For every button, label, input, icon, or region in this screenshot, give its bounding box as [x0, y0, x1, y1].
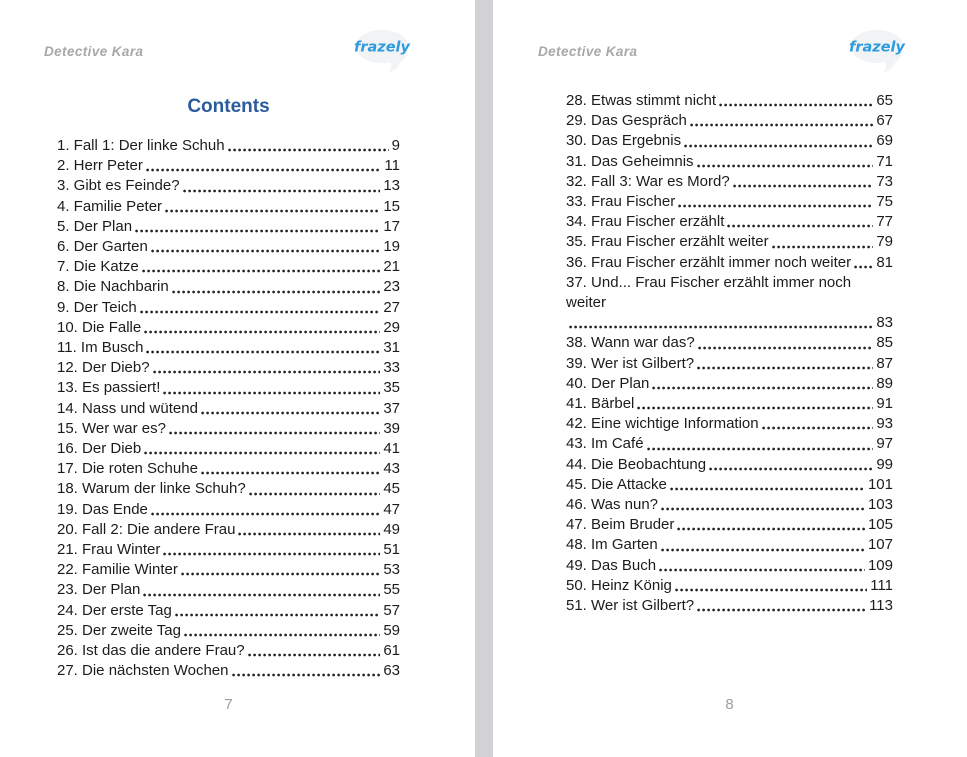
- toc-entry-title: 35. Frau Fischer erzählt weiter: [566, 233, 769, 251]
- toc-entry-title: 9. Der Teich: [57, 298, 137, 316]
- toc-entry[interactable]: [57, 197, 400, 217]
- toc-entry[interactable]: [566, 394, 893, 414]
- toc-entry-page-number: 37: [383, 399, 400, 417]
- toc-entry[interactable]: [57, 378, 400, 398]
- toc-entry-title: 4. Familie Peter: [57, 197, 163, 215]
- toc-entry-page-number: 109: [867, 556, 893, 574]
- toc-entry-page-number: 113: [869, 597, 893, 615]
- toc-leader-dots: [153, 370, 381, 374]
- toc-entry[interactable]: [57, 318, 400, 338]
- toc-leader-dots: [238, 532, 380, 536]
- toc-entry-title: 27. Die nächsten Wochen: [57, 662, 229, 680]
- toc-leader-dots: [163, 391, 380, 395]
- toc-leader-dots: [184, 633, 380, 637]
- toc-entry-title: 36. Frau Fischer erzählt immer noch weiter: [566, 253, 852, 271]
- toc-leader-dots: [172, 290, 381, 294]
- toc-entry[interactable]: [57, 338, 400, 358]
- toc-entry-title: 26. Ist das die andere Frau?: [57, 642, 245, 660]
- toc-leader-dots: [169, 431, 380, 435]
- toc-entry[interactable]: [57, 217, 400, 237]
- toc-entry-title: 13. Es passiert!: [57, 379, 161, 397]
- toc-leader-dots: [151, 249, 380, 253]
- toc-entry[interactable]: [566, 232, 893, 252]
- toc-entry[interactable]: [566, 374, 893, 394]
- toc-entry-title: 25. Der zweite Tag: [57, 621, 181, 639]
- toc-entry[interactable]: [566, 354, 893, 374]
- toc-entry-page-number: 67: [876, 112, 893, 130]
- toc-entry-title: 40. Der Plan: [566, 374, 650, 392]
- toc-entry[interactable]: [57, 419, 400, 439]
- frazely-logo-icon: [848, 27, 906, 75]
- toc-entry-page-number: 17: [383, 217, 400, 235]
- toc-entry-page-number: 63: [383, 662, 400, 680]
- toc-leader-dots: [727, 224, 873, 228]
- toc-entry-page-number: 77: [876, 213, 893, 231]
- toc-entry-page-number: 59: [383, 621, 400, 639]
- toc-entry-title: 6. Der Garten: [57, 238, 148, 256]
- toc-entry[interactable]: [566, 152, 893, 172]
- toc-list-left: [57, 136, 400, 681]
- toc-entry[interactable]: [566, 596, 893, 616]
- toc-leader-dots: [675, 588, 867, 592]
- toc-leader-dots: [670, 487, 865, 491]
- toc-entry-page-number: 111: [870, 576, 893, 594]
- toc-entry[interactable]: [566, 495, 893, 515]
- toc-entry[interactable]: [57, 136, 400, 156]
- toc-entry-page-number: 81: [876, 253, 893, 271]
- toc-entry-page-number: 91: [876, 395, 893, 413]
- toc-entry[interactable]: [566, 91, 893, 111]
- toc-entry-page-number: 41: [383, 440, 400, 458]
- toc-entry-title: 37. Und... Frau Fischer erzählt immer noch weiter: [566, 273, 852, 312]
- toc-entry-page-number: 43: [383, 460, 400, 478]
- toc-entry[interactable]: [57, 621, 400, 641]
- toc-entry-page-number: 55: [383, 581, 400, 599]
- toc-entry[interactable]: [57, 641, 400, 661]
- toc-entry-page-number: 87: [876, 354, 893, 372]
- toc-list-right: [566, 91, 893, 616]
- toc-entry-page-number: 47: [383, 500, 400, 518]
- toc-entry[interactable]: [566, 253, 893, 273]
- toc-leader-dots: [175, 613, 381, 617]
- toc-entry-page-number: 45: [383, 480, 400, 498]
- toc-entry-title: 50. Heinz König: [566, 576, 672, 594]
- toc-entry[interactable]: [57, 176, 400, 196]
- page-left: [0, 0, 475, 757]
- toc-entry-title: 32. Fall 3: War es Mord?: [566, 172, 730, 190]
- toc-entry[interactable]: [566, 212, 893, 232]
- toc-entry-title: 38. Wann war das?: [566, 334, 695, 352]
- toc-entry-title: 42. Eine wichtige Information: [566, 415, 759, 433]
- running-header-title: Detective Kara: [44, 44, 144, 59]
- toc-entry-title: 16. Der Dieb: [57, 440, 142, 458]
- toc-entry-title: 14. Nass und wütend: [57, 399, 198, 417]
- toc-leader-dots: [697, 608, 866, 612]
- toc-leader-dots: [232, 673, 381, 677]
- toc-entry[interactable]: [566, 475, 893, 495]
- toc-entry-page-number: 85: [876, 334, 893, 352]
- toc-leader-dots: [762, 426, 874, 430]
- contents-heading: Contents: [187, 96, 270, 117]
- toc-leader-dots: [719, 103, 873, 107]
- toc-leader-dots: [569, 325, 873, 329]
- toc-entry-page-number: 103: [867, 496, 893, 514]
- toc-entry[interactable]: [566, 535, 893, 555]
- toc-entry-title: 21. Frau Winter: [57, 541, 161, 559]
- toc-entry-page-number: 89: [876, 374, 893, 392]
- toc-entry[interactable]: [57, 156, 400, 176]
- toc-leader-dots: [697, 164, 874, 168]
- toc-entry-page-number: 79: [876, 233, 893, 251]
- toc-entry-page-number: 27: [383, 298, 400, 316]
- toc-entry-title: 43. Im Café: [566, 435, 644, 453]
- toc-leader-dots: [135, 229, 380, 233]
- toc-entry-page-number: 107: [867, 536, 893, 554]
- toc-leader-dots: [248, 653, 381, 657]
- frazely-logo-text: frazely: [354, 39, 410, 56]
- toc-entry-page-number: 75: [876, 193, 893, 211]
- toc-leader-dots: [659, 568, 865, 572]
- toc-entry-title: 22. Familie Winter: [57, 561, 178, 579]
- toc-entry-page-number: 101: [867, 475, 893, 493]
- toc-leader-dots: [146, 168, 382, 172]
- toc-entry-title: 23. Der Plan: [57, 581, 141, 599]
- toc-entry-title: 24. Der erste Tag: [57, 601, 172, 619]
- toc-entry[interactable]: [566, 455, 893, 475]
- frazely-logo-text: frazely: [849, 39, 905, 56]
- running-header-title: Detective Kara: [538, 44, 638, 59]
- toc-entry[interactable]: [57, 399, 400, 419]
- toc-leader-dots: [709, 467, 873, 471]
- toc-leader-dots: [733, 184, 874, 188]
- toc-entry[interactable]: [566, 556, 893, 576]
- toc-entry-page-number: 53: [383, 561, 400, 579]
- toc-entry-title: 49. Das Buch: [566, 556, 657, 574]
- toc-entry-title: 31. Das Geheimnis: [566, 152, 694, 170]
- toc-entry-title: 10. Die Falle: [57, 318, 142, 336]
- toc-entry-page-number: 21: [383, 258, 400, 276]
- toc-entry-page-number: 23: [383, 278, 400, 296]
- toc-leader-dots: [772, 245, 874, 249]
- toc-entry-title: 5. Der Plan: [57, 217, 133, 235]
- toc-entry-title: 44. Die Beobachtung: [566, 455, 707, 473]
- toc-entry-page-number: 99: [876, 455, 893, 473]
- toc-leader-dots: [690, 123, 873, 127]
- toc-entry-page-number: 11: [384, 157, 400, 175]
- toc-entry-page-number: 49: [383, 520, 400, 538]
- toc-entry-page-number: 9: [391, 137, 400, 154]
- toc-entry-page-number: 51: [383, 541, 400, 559]
- toc-leader-dots: [249, 492, 381, 496]
- toc-entry-page-number: 97: [876, 435, 893, 453]
- toc-entry[interactable]: [57, 661, 400, 681]
- toc-entry-page-number: 31: [383, 339, 400, 357]
- toc-entry-title: 7. Die Katze: [57, 258, 139, 276]
- toc-leader-dots: [698, 346, 874, 350]
- toc-entry[interactable]: [566, 192, 893, 212]
- toc-leader-dots: [142, 269, 381, 273]
- toc-leader-dots: [143, 593, 380, 597]
- toc-entry-title: 45. Die Attacke: [566, 475, 667, 493]
- toc-leader-dots: [854, 265, 873, 269]
- toc-entry[interactable]: [57, 237, 400, 257]
- toc-leader-dots: [228, 148, 389, 152]
- toc-leader-dots: [165, 209, 380, 213]
- toc-entry[interactable]: [57, 277, 400, 297]
- toc-entry-title: 20. Fall 2: Die andere Frau: [57, 520, 236, 538]
- frazely-logo-icon: [353, 27, 411, 75]
- toc-entry[interactable]: [566, 333, 893, 353]
- toc-leader-dots: [140, 310, 381, 314]
- toc-leader-dots: [637, 406, 873, 410]
- toc-entry-title: 28. Etwas stimmt nicht: [566, 92, 717, 109]
- toc-leader-dots: [151, 512, 380, 516]
- toc-entry[interactable]: [57, 500, 400, 520]
- toc-entry[interactable]: [57, 479, 400, 499]
- toc-entry-page-number: 57: [383, 601, 400, 619]
- toc-entry-page-number: 83: [876, 314, 893, 332]
- toc-leader-dots: [144, 330, 380, 334]
- toc-entry[interactable]: [57, 439, 400, 459]
- toc-entry-title: 15. Wer war es?: [57, 419, 166, 437]
- toc-entry[interactable]: [566, 273, 893, 334]
- toc-entry-page-number: 65: [876, 92, 893, 109]
- toc-entry-title: 51. Wer ist Gilbert?: [566, 597, 695, 615]
- toc-entry-title: 47. Beim Bruder: [566, 516, 675, 534]
- toc-entry-title: 3. Gibt es Feinde?: [57, 177, 180, 195]
- toc-entry-title: 33. Frau Fischer: [566, 193, 676, 211]
- toc-entry-title: 11. Im Busch: [57, 339, 144, 357]
- page-number-footer: 7: [224, 696, 233, 713]
- toc-entry[interactable]: [57, 560, 400, 580]
- toc-entry-page-number: 61: [383, 642, 400, 660]
- toc-leader-dots: [677, 527, 865, 531]
- toc-entry[interactable]: [566, 515, 893, 535]
- toc-leader-dots: [661, 507, 865, 511]
- toc-entry-page-number: 15: [383, 197, 400, 215]
- toc-entry-title: 46. Was nun?: [566, 496, 658, 514]
- toc-entry-title: 2. Herr Peter: [57, 157, 143, 175]
- toc-entry-page-number: 35: [383, 379, 400, 397]
- page-gutter-divider: [475, 0, 493, 757]
- toc-entry[interactable]: [566, 172, 893, 192]
- toc-entry[interactable]: [57, 520, 400, 540]
- toc-entry[interactable]: [566, 576, 893, 596]
- toc-entry-title: 34. Frau Fischer erzählt: [566, 213, 725, 231]
- toc-entry-title: 48. Im Garten: [566, 536, 658, 554]
- toc-leader-dots: [684, 144, 873, 148]
- toc-entry[interactable]: [57, 298, 400, 318]
- page-right: [493, 0, 967, 757]
- toc-entry[interactable]: [57, 358, 400, 378]
- toc-entry-title: 17. Die roten Schuhe: [57, 460, 198, 478]
- toc-entry[interactable]: [57, 540, 400, 560]
- toc-entry-page-number: 69: [876, 132, 893, 150]
- toc-leader-dots: [678, 204, 873, 208]
- toc-entry-title: 8. Die Nachbarin: [57, 278, 169, 296]
- toc-entry-title: 12. Der Dieb?: [57, 359, 150, 377]
- toc-entry[interactable]: [566, 131, 893, 151]
- toc-entry[interactable]: [57, 459, 400, 479]
- toc-entry-page-number: 19: [383, 238, 400, 256]
- toc-entry-title: 1. Fall 1: Der linke Schuh: [57, 137, 225, 154]
- toc-entry-title: 29. Das Gespräch: [566, 112, 687, 130]
- toc-entry-page-number: 93: [876, 415, 893, 433]
- toc-leader-dots: [163, 552, 380, 556]
- toc-leader-dots: [183, 189, 381, 193]
- toc-entry-title: 19. Das Ende: [57, 500, 148, 518]
- toc-entry[interactable]: [566, 434, 893, 454]
- toc-leader-dots: [181, 572, 380, 576]
- toc-entry-page-number: 39: [383, 419, 400, 437]
- toc-entry-page-number: 73: [876, 172, 893, 190]
- toc-leader-dots: [652, 386, 873, 390]
- toc-entry[interactable]: [57, 580, 400, 600]
- toc-entry-title: 30. Das Ergebnis: [566, 132, 682, 150]
- toc-leader-dots: [146, 350, 380, 354]
- page-number-footer: 8: [725, 696, 734, 713]
- toc-entry-page-number: 13: [383, 177, 400, 195]
- toc-entry-page-number: 105: [867, 516, 893, 534]
- toc-leader-dots: [647, 447, 874, 451]
- toc-entry-title: 41. Bärbel: [566, 395, 635, 413]
- toc-entry-page-number: 71: [876, 152, 893, 170]
- toc-leader-dots: [201, 471, 380, 475]
- toc-entry-title: 18. Warum der linke Schuh?: [57, 480, 246, 498]
- toc-entry-page-number: 29: [383, 318, 400, 336]
- toc-leader-dots: [661, 548, 865, 552]
- toc-leader-dots: [697, 366, 873, 370]
- toc-entry[interactable]: [566, 414, 893, 434]
- toc-entry[interactable]: [566, 111, 893, 131]
- toc-entry-title: 39. Wer ist Gilbert?: [566, 354, 695, 372]
- toc-entry[interactable]: [57, 257, 400, 277]
- toc-leader-dots: [201, 411, 380, 415]
- toc-entry[interactable]: [57, 601, 400, 621]
- toc-entry-page-number: 33: [383, 359, 400, 377]
- toc-leader-dots: [144, 451, 380, 455]
